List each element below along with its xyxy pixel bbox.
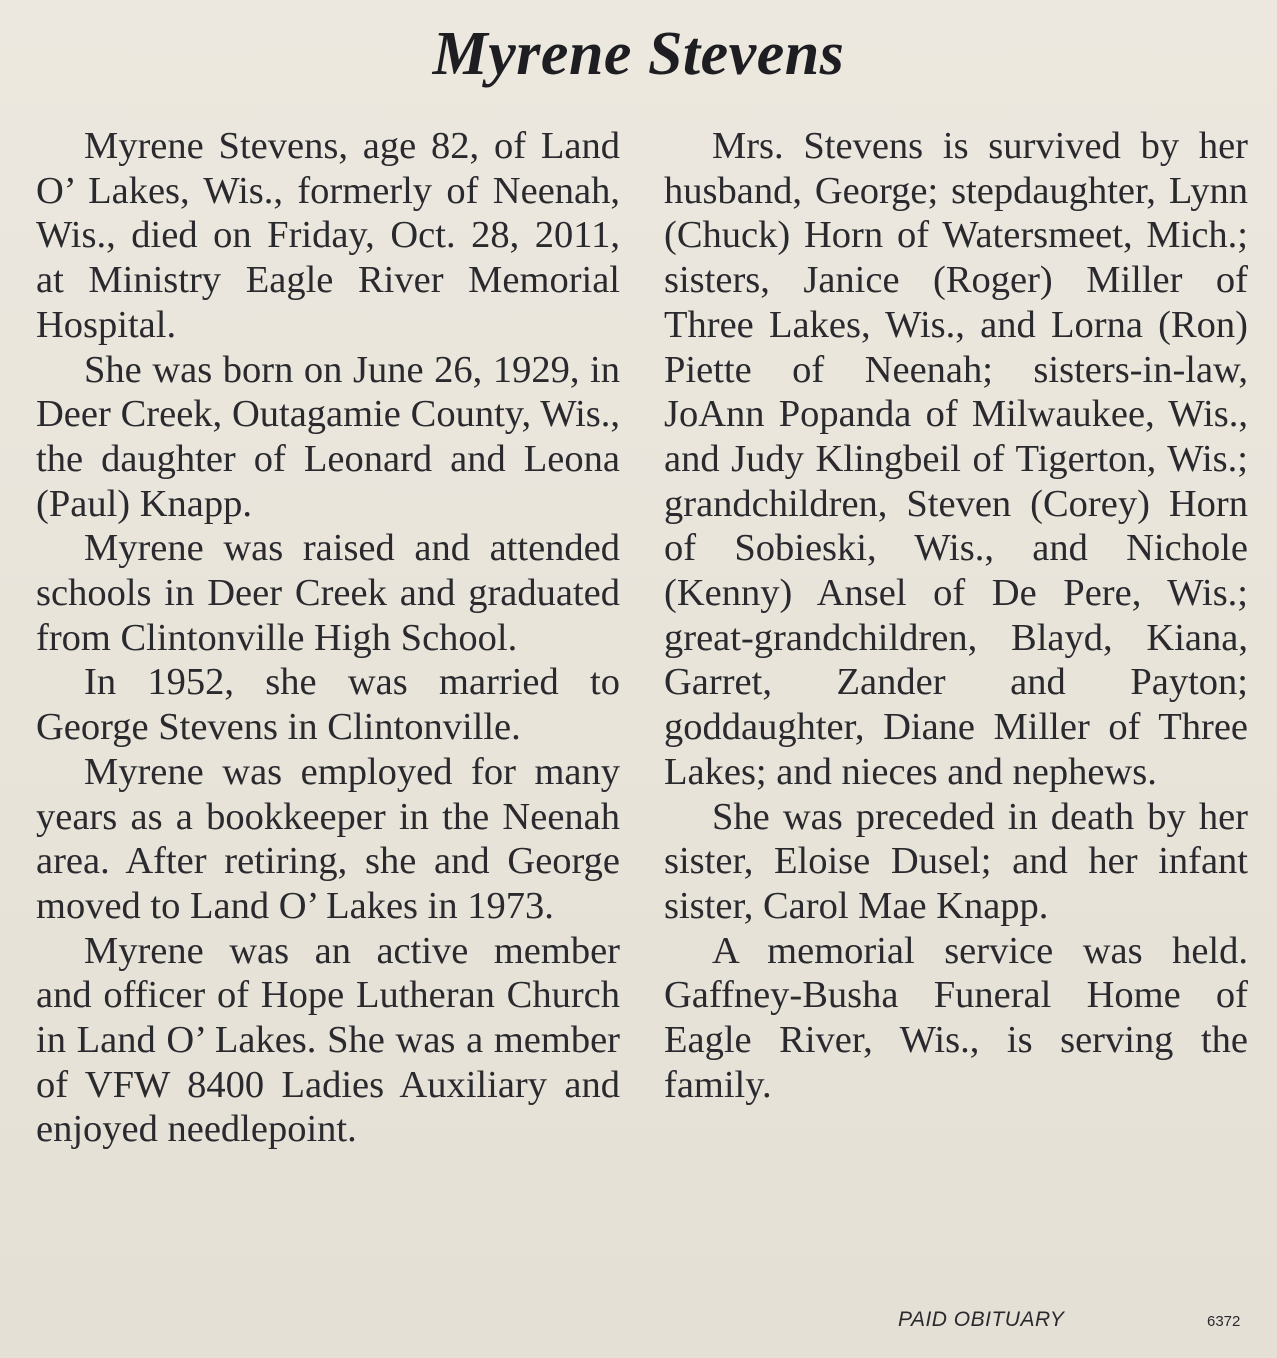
paragraph-church: Myrene was an active member and officer of Hope Lutheran Church in Land O’ Lakes. She was a member of VFW 8400 Ladies Auxiliary and enjoyed needlepoint.	[36, 929, 620, 1151]
obituary-title: Myrene Stevens	[432, 20, 845, 88]
ad-code: 6372	[1207, 1313, 1241, 1330]
paragraph-service: A memorial service was held. Gaffney-Busha Funeral Home of Eagle River, Wis., is serving the family.	[664, 929, 1248, 1106]
paragraph-death-notice: Myrene Stevens, age 82, of Land O’ Lakes, Wis., formerly of Neenah, Wis., died on Friday, Oct. 28, 2011, at Ministry Eagle River Memorial Hospital.	[36, 125, 620, 346]
paragraph-survivors: Mrs. Stevens is survived by her husband, George; stepdaughter, Lynn (Chuck) Horn of Watersmeet, Mich.; sisters, Janice (Roger) Miller of Three Lakes, Wis., and Lorna (Ron) Piette of Neenah; sisters-in-law, JoAnn Popanda of Milwaukee, Wis., and Judy Klingbeil of Tigerton, Wis.; grandchildren, Steven (Corey) Horn of Sobieski, Wis., and Nichole (Kenny) Ansel of De Pere, Wis.; great-grandchildren, Blayd, Kiana, Garret, Zander and Payton; goddaughter, Diane Miller of Three Lakes; and nieces and nephews.	[664, 125, 1248, 793]
paragraph-marriage: In 1952, she was married to George Stevens in Clintonville.	[36, 661, 620, 749]
paragraph-birth: She was born on June 26, 1929, in Deer Creek, Outagamie County, Wis., the daughter of Leonard and Leona (Paul) Knapp.	[36, 348, 620, 525]
left-column	[36, 124, 620, 1152]
right-column	[664, 124, 1248, 1107]
paragraph-preceded: She was preceded in death by her sister, Eloise Dusel; and her infant sister, Carol Mae Knapp.	[664, 795, 1248, 927]
paragraph-employment: Myrene was employed for many years as a bookkeeper in the Neenah area. After retiring, she and George moved to Land O’ Lakes in 1973.	[36, 750, 620, 927]
paid-obituary-label: PAID OBITUARY	[898, 1308, 1065, 1331]
paragraph-education: Myrene was raised and attended schools in Deer Creek and graduated from Clintonville High School.	[36, 527, 620, 659]
